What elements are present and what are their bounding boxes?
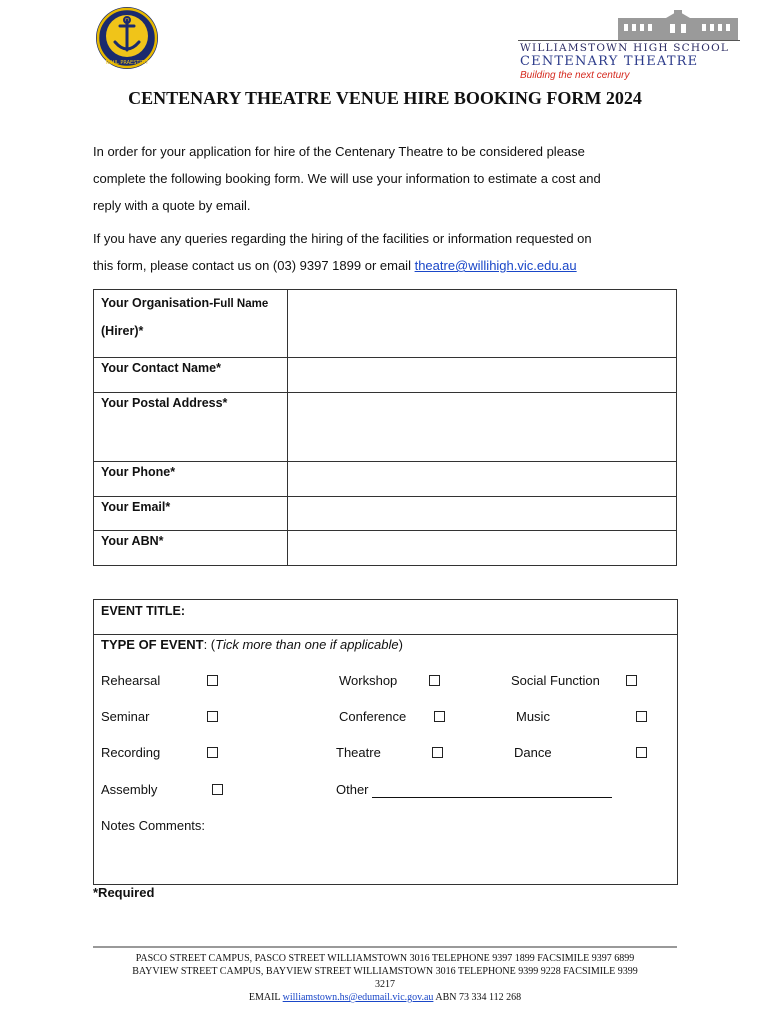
- option-assembly-label: Assembly: [101, 782, 158, 797]
- organisation-label: Your Organisation-Full Name (Hirer)*: [94, 290, 288, 358]
- other-input-line[interactable]: [372, 797, 612, 798]
- school-name: WILLIAMSTOWN HIGH SCHOOL: [520, 42, 730, 54]
- footer-line: EMAIL williamstown.hs@edumail.vic.gov.au ABN 73 334 112 268: [248, 992, 522, 1003]
- notes-label: Notes Comments:: [101, 818, 206, 833]
- required-note: *Required: [93, 885, 155, 900]
- workshop-checkbox[interactable]: [429, 675, 440, 686]
- organisation-field[interactable]: [287, 290, 676, 358]
- school-crest-logo: [95, 6, 159, 70]
- intro-line: In order for your application for hire of the Centenary Theatre to be considered please: [93, 144, 585, 159]
- school-email-link[interactable]: williamstown.hs@edumail.vic.gov.au: [282, 992, 434, 1003]
- table-row: [94, 462, 677, 497]
- table-row: [94, 497, 677, 531]
- option-rehearsal-label: Rehearsal: [101, 673, 161, 688]
- rehearsal-checkbox[interactable]: [207, 675, 218, 686]
- event-type-label: TYPE OF EVENT: (Tick more than one if applicable): [101, 637, 403, 652]
- dance-checkbox[interactable]: [636, 747, 647, 758]
- intro-paragraph-1: [93, 138, 693, 219]
- option-theatre-label: Theatre: [336, 745, 381, 760]
- social-function-checkbox[interactable]: [626, 675, 637, 686]
- notes-field[interactable]: [94, 836, 677, 883]
- event-title-field[interactable]: [94, 600, 677, 635]
- theatre-checkbox[interactable]: [432, 747, 443, 758]
- intro-line: reply with a quote by email.: [93, 198, 251, 213]
- option-music-label: Music: [516, 709, 550, 724]
- page-title: CENTENARY THEATRE VENUE HIRE BOOKING FORM 2024: [128, 88, 642, 108]
- footer-line: PASCO STREET CAMPUS, PASCO STREET WILLIAMSTOWN 3016 TELEPHONE 9397 1899 FACSIMILE 9397 6899: [135, 953, 635, 964]
- intro-paragraph-2: [93, 225, 693, 279]
- tagline: Building the next century: [520, 70, 630, 81]
- option-conference-label: Conference: [339, 709, 407, 724]
- footer: [93, 952, 677, 1004]
- table-row: [94, 290, 677, 358]
- option-dance-label: Dance: [514, 745, 552, 760]
- abn-field[interactable]: [287, 531, 676, 566]
- theatre-email-link[interactable]: theatre@willihigh.vic.edu.au: [414, 258, 577, 273]
- table-row: [94, 358, 677, 393]
- option-social-function-label: Social Function: [511, 673, 600, 688]
- conference-checkbox[interactable]: [434, 711, 445, 722]
- postal-address-field[interactable]: [287, 393, 676, 462]
- building-icon: [618, 10, 738, 40]
- contact-details-table: [93, 289, 677, 566]
- footer-line: 3217: [375, 979, 395, 990]
- theatre-logo: [518, 10, 743, 82]
- assembly-checkbox[interactable]: [212, 784, 223, 795]
- abn-label: Your ABN*: [94, 531, 288, 566]
- table-row: [94, 393, 677, 462]
- recording-checkbox[interactable]: [207, 747, 218, 758]
- intro-line: If you have any queries regarding the hiring of the facilities or information requested on: [93, 231, 592, 246]
- email-label: Your Email*: [94, 497, 288, 531]
- option-other-label: Other: [336, 782, 369, 797]
- option-recording-label: Recording: [101, 745, 161, 760]
- logo-divider: [518, 40, 740, 41]
- footer-divider: [93, 946, 677, 948]
- intro-line: complete the following booking form. We will use your information to estimate a cost and: [93, 171, 601, 186]
- intro-text: this form, please contact us on (03) 9397 1899 or email: [93, 258, 415, 273]
- table-row: [94, 531, 677, 566]
- phone-field[interactable]: [287, 462, 676, 497]
- seminar-checkbox[interactable]: [207, 711, 218, 722]
- music-checkbox[interactable]: [636, 711, 647, 722]
- contact-name-label: Your Contact Name*: [94, 358, 288, 393]
- event-title-label: EVENT TITLE:: [101, 604, 186, 618]
- option-seminar-label: Seminar: [101, 709, 150, 724]
- footer-line: BAYVIEW STREET CAMPUS, BAYVIEW STREET WILLIAMSTOWN 3016 TELEPHONE 9399 9228 FACSIMILE 9399: [132, 966, 638, 977]
- phone-label: Your Phone*: [94, 462, 288, 497]
- event-details-box: [93, 599, 678, 885]
- contact-name-field[interactable]: [287, 358, 676, 393]
- intro-line: [93, 252, 693, 279]
- svg-text:NIHIL PRAESTITIT: NIHIL PRAESTITIT: [105, 60, 149, 66]
- theatre-name: CENTENARY THEATRE: [520, 54, 699, 69]
- option-workshop-label: Workshop: [339, 673, 398, 688]
- postal-address-label: Your Postal Address*: [94, 393, 288, 462]
- email-field[interactable]: [287, 497, 676, 531]
